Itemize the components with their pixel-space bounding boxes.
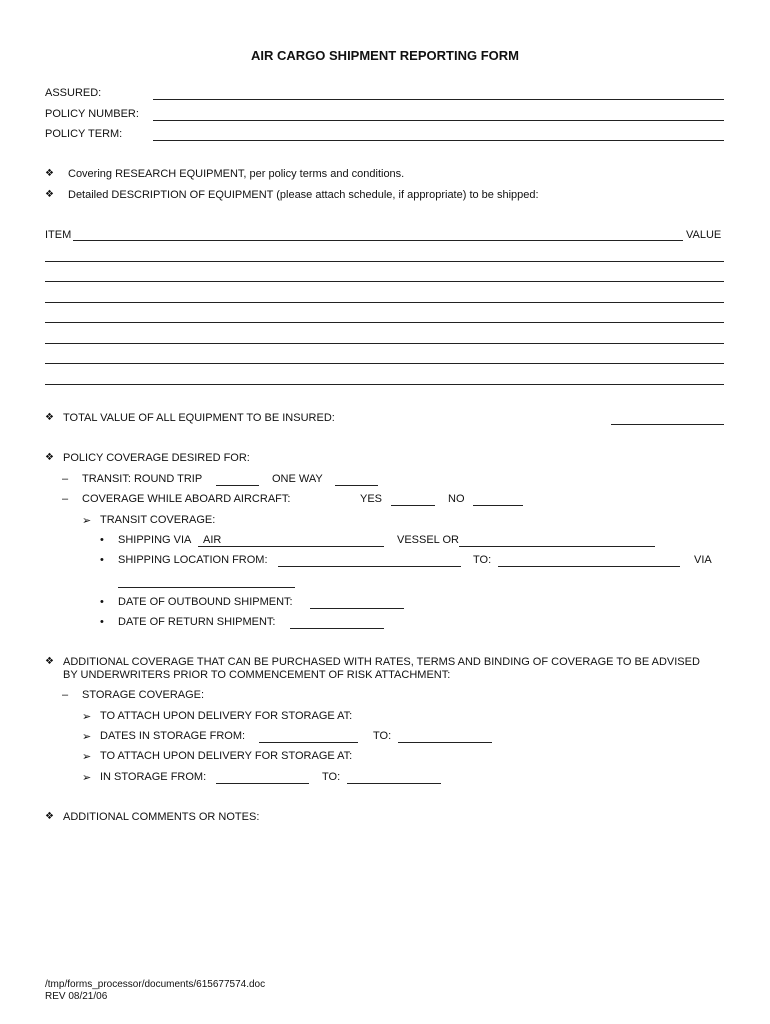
item-row-line[interactable] (45, 261, 724, 262)
outbound-date-label: DATE OF OUTBOUND SHIPMENT: (118, 596, 293, 608)
policy-number-field[interactable] (153, 120, 724, 121)
diamond-bullet-icon: ❖ (45, 189, 54, 200)
via-label: VIA (694, 554, 712, 566)
detailed-text: Detailed DESCRIPTION OF EQUIPMENT (please attach schedule, if appropriate) to be shipped: (68, 189, 539, 201)
item-row-line[interactable] (45, 384, 724, 385)
shipping-via-field[interactable] (198, 546, 384, 547)
shipping-location-label: SHIPPING LOCATION FROM: (118, 554, 268, 566)
shipping-from-field[interactable] (278, 566, 461, 567)
attach-storage-label-1: TO ATTACH UPON DELIVERY FOR STORAGE AT: (100, 710, 353, 722)
no-field[interactable] (473, 505, 523, 506)
table-rule (73, 240, 683, 241)
transit-round-trip-label: TRANSIT: ROUND TRIP (82, 473, 203, 485)
shipping-via-label: SHIPPING VIA (118, 534, 192, 546)
footer-rev: REV 08/21/06 (45, 991, 108, 1002)
dot-bullet-icon: • (100, 596, 104, 608)
arrow-bullet-icon: ➢ (82, 751, 92, 763)
diamond-bullet-icon: ❖ (45, 412, 54, 423)
outbound-date-field[interactable] (310, 608, 404, 609)
return-date-label: DATE OF RETURN SHIPMENT: (118, 616, 276, 628)
yes-label: YES (360, 493, 383, 505)
transit-coverage-label: TRANSIT COVERAGE: (100, 514, 216, 526)
aboard-aircraft-label: COVERAGE WHILE ABOARD AIRCRAFT: (82, 493, 291, 505)
dot-bullet-icon: • (100, 616, 104, 628)
to-label: TO: (473, 554, 492, 566)
arrow-bullet-icon: ➢ (82, 515, 92, 527)
dash-bullet-icon: – (62, 473, 69, 485)
total-value-label: TOTAL VALUE OF ALL EQUIPMENT TO BE INSURED: (63, 412, 335, 424)
storage-from-field-1[interactable] (259, 742, 358, 743)
storage-from-field-2[interactable] (216, 783, 309, 784)
additional-coverage-line1: ADDITIONAL COVERAGE THAT CAN BE PURCHASED WITH RATES, TERMS AND BINDING OF COVERAGE TO BE ADVISED (63, 656, 700, 668)
storage-to-field-1[interactable] (398, 742, 492, 743)
footer-path: /tmp/forms_processor/documents/615677574.doc (45, 979, 266, 990)
one-way-label: ONE WAY (272, 473, 323, 485)
yes-field[interactable] (391, 505, 435, 506)
dash-bullet-icon: – (62, 493, 69, 505)
additional-coverage-line2: BY UNDERWRITERS PRIOR TO COMMENCEMENT OF RISK ATTACHMENT: (63, 669, 451, 681)
one-way-field[interactable] (335, 485, 378, 486)
air-value[interactable]: AIR (203, 534, 222, 546)
item-header: ITEM (45, 229, 72, 241)
item-row-line[interactable] (45, 363, 724, 364)
storage-to-label-1: TO: (373, 730, 392, 742)
dot-bullet-icon: • (100, 534, 104, 546)
value-header: VALUE (686, 229, 722, 241)
vessel-or-label: VESSEL OR (397, 534, 459, 546)
item-row-line[interactable] (45, 302, 724, 303)
no-label: NO (448, 493, 465, 505)
storage-to-field-2[interactable] (347, 783, 441, 784)
diamond-bullet-icon: ❖ (45, 452, 54, 463)
form-title: AIR CARGO SHIPMENT REPORTING FORM (251, 48, 519, 63)
policy-number-label: POLICY NUMBER: (45, 108, 139, 120)
coverage-heading: POLICY COVERAGE DESIRED FOR: (63, 452, 250, 464)
item-row-line[interactable] (45, 343, 724, 344)
storage-coverage-label: STORAGE COVERAGE: (82, 689, 205, 701)
comments-label: ADDITIONAL COMMENTS OR NOTES: (63, 811, 260, 823)
item-row-line[interactable] (45, 281, 724, 282)
vessel-field[interactable] (459, 546, 655, 547)
arrow-bullet-icon: ➢ (82, 731, 92, 743)
policy-term-field[interactable] (153, 140, 724, 141)
total-value-field[interactable] (611, 424, 724, 425)
diamond-bullet-icon: ❖ (45, 168, 54, 179)
via-field[interactable] (118, 587, 295, 588)
policy-term-label: POLICY TERM: (45, 128, 123, 140)
round-trip-field[interactable] (216, 485, 259, 486)
covering-text: Covering RESEARCH EQUIPMENT, per policy terms and conditions. (68, 168, 405, 180)
diamond-bullet-icon: ❖ (45, 811, 54, 822)
dash-bullet-icon: – (62, 689, 69, 701)
assured-label: ASSURED: (45, 87, 102, 99)
in-storage-from-label: IN STORAGE FROM: (100, 771, 207, 783)
storage-to-label-2: TO: (322, 771, 341, 783)
diamond-bullet-icon: ❖ (45, 656, 54, 667)
dates-in-storage-label: DATES IN STORAGE FROM: (100, 730, 246, 742)
dot-bullet-icon: • (100, 554, 104, 566)
shipping-to-field[interactable] (498, 566, 680, 567)
return-date-field[interactable] (290, 628, 384, 629)
assured-field[interactable] (153, 99, 724, 100)
item-row-line[interactable] (45, 322, 724, 323)
arrow-bullet-icon: ➢ (82, 772, 92, 784)
arrow-bullet-icon: ➢ (82, 711, 92, 723)
attach-storage-label-2: TO ATTACH UPON DELIVERY FOR STORAGE AT: (100, 750, 353, 762)
